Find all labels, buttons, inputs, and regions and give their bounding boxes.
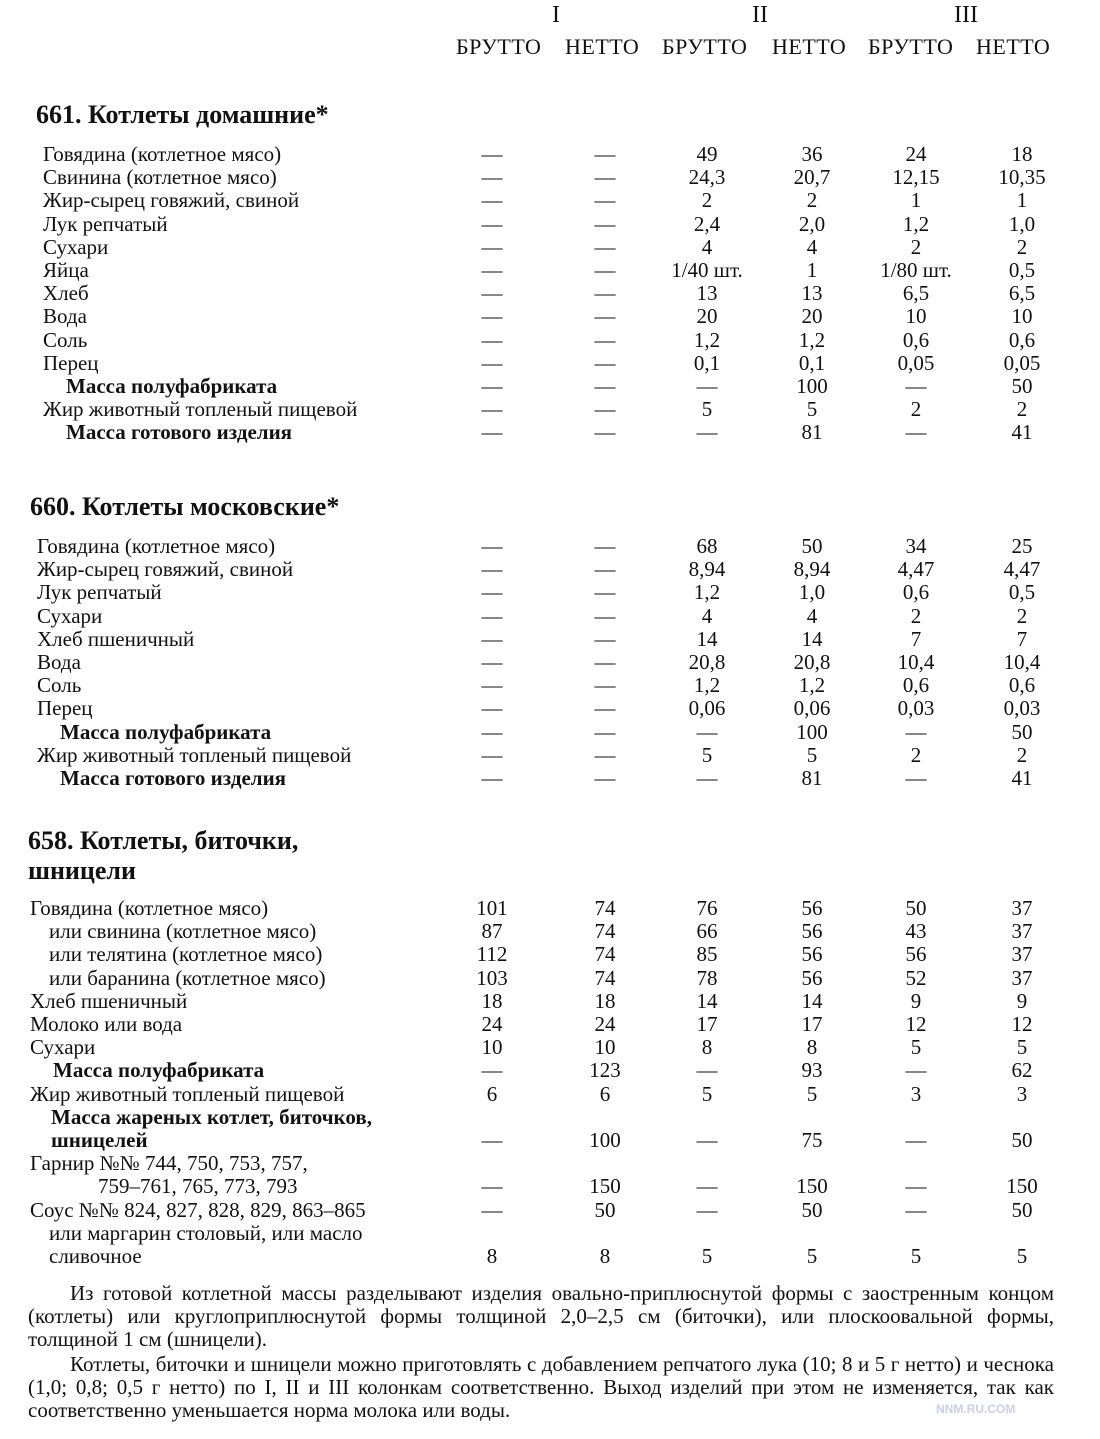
value-cell: 8 [806,1035,818,1060]
value-cell: 0,5 [1008,580,1036,605]
value-cell: 5 [806,1244,818,1268]
value-cell: 36 [801,142,823,166]
value-cell: 1,2 [798,327,826,352]
value-cell: 1,2 [798,673,826,698]
value-cell: — [481,580,503,605]
ingredient-label: сливочное [49,1244,142,1268]
value-cell: — [594,580,616,605]
value-cell: 50 [1011,374,1033,398]
value-cell: 34 [905,534,927,558]
value-cell: 41 [1011,766,1033,790]
ingredient-label: Лук репчатый [43,211,168,236]
value-cell: 74 [594,919,616,944]
column-header-brutto-2: БРУТТО [662,34,748,59]
value-cell: — [481,420,503,445]
value-cell: — [481,1058,503,1083]
value-cell: 85 [696,942,718,967]
value-cell: — [696,766,718,790]
value-cell: — [481,188,503,213]
value-cell: 78 [696,965,718,990]
value-cell: 2 [1016,397,1028,422]
value-cell: 10,4 [897,650,935,674]
value-cell: 7 [910,626,922,651]
value-cell: 0,5 [1008,258,1036,282]
value-cell: — [594,603,616,628]
column-header-netto-1: НЕТТО [565,34,640,59]
value-cell: 7 [1016,626,1028,651]
ingredient-label: Сухари [43,234,109,259]
value-cell: 5 [701,1244,713,1268]
value-cell: 13 [696,281,718,306]
value-cell: 3 [910,1081,922,1106]
value-cell: 37 [1011,896,1033,920]
value-cell: 74 [594,965,616,990]
value-cell: 12 [905,1012,927,1036]
ingredient-label: Говядина (котлетное мясо) [37,534,276,558]
value-cell: 8 [701,1035,713,1060]
value-cell: — [481,258,503,282]
value-cell: 5 [806,1081,818,1106]
value-cell: 50 [1011,719,1033,744]
value-cell: — [481,1174,503,1199]
value-cell: 0,6 [1008,673,1036,698]
value-cell: 17 [801,1012,823,1036]
ingredient-label: Яйца [43,258,89,282]
value-cell: — [481,211,503,236]
value-cell: 20,7 [793,165,831,190]
ingredient-label: Вода [37,650,81,674]
value-cell: — [481,650,503,674]
value-cell: — [481,397,503,422]
value-cell: 5 [701,1081,713,1106]
value-cell: 1,2 [693,580,721,605]
value-cell: 0,6 [902,327,930,352]
value-cell: 3 [1016,1081,1028,1106]
value-cell: — [696,374,718,398]
value-cell: — [696,420,718,445]
value-cell: — [594,626,616,651]
value-cell: — [905,1058,927,1083]
value-cell: — [481,557,503,582]
value-cell: 1,0 [798,580,826,605]
value-cell: 1 [910,188,922,213]
ingredient-label: Свинина (котлетное мясо) [43,165,277,190]
value-cell: — [481,374,503,398]
value-cell: — [696,1128,718,1152]
value-cell: 50 [1011,1197,1033,1222]
recipe-title: 660. Котлеты московские* [30,492,340,521]
value-cell: — [481,673,503,698]
value-cell: 2 [806,188,818,213]
ingredient-label: Хлеб [43,281,89,306]
value-cell: 4,47 [897,557,935,582]
value-cell: 10 [594,1035,616,1060]
value-cell: — [481,281,503,306]
value-cell: 0,6 [1008,327,1036,352]
value-cell: 100 [796,719,828,744]
value-cell: 10,35 [998,165,1046,190]
value-cell: 1,2 [693,327,721,352]
value-cell: 74 [594,942,616,967]
value-cell: — [481,234,503,259]
ingredient-label: Соль [43,327,88,352]
ingredient-label: Жир животный топленый пищевой [37,742,352,767]
value-cell: 10,4 [1003,650,1041,674]
value-cell: 20 [696,304,718,329]
value-cell: 13 [801,281,823,306]
value-cell: 81 [801,766,823,790]
value-cell: — [481,304,503,329]
recipe-title-line2: шницели [28,856,136,885]
value-cell: 4 [701,603,713,628]
value-cell: 100 [796,374,828,398]
value-cell: 0,1 [798,350,826,375]
value-cell: 100 [589,1128,621,1152]
value-cell: 2 [701,188,713,213]
value-cell: 37 [1011,965,1033,990]
value-cell: 17 [696,1012,718,1036]
value-cell: 8 [599,1244,611,1268]
value-cell: 68 [696,534,718,558]
watermark-logo: NNM.RU.COM [936,1402,1016,1416]
value-cell: — [905,374,927,398]
value-cell: 5 [701,742,713,767]
value-cell: 14 [696,988,718,1013]
value-cell: 2 [910,234,922,259]
recipe-title: 661. Котлеты домашние* [36,100,329,129]
value-cell: — [481,626,503,651]
value-cell: 81 [801,420,823,445]
value-cell: 6 [486,1081,498,1106]
value-cell: 2 [910,742,922,767]
value-cell: 5 [806,742,818,767]
value-cell: 75 [801,1128,823,1152]
value-cell: 24,3 [688,165,726,190]
value-cell: 0,05 [897,350,935,375]
value-cell: 41 [1011,420,1033,445]
value-cell: 0,06 [688,696,726,721]
value-cell: 1,2 [693,673,721,698]
value-cell: 8,94 [688,557,726,582]
value-cell: — [594,304,616,329]
ingredient-label: Масса готового изделия [60,766,287,790]
value-cell: 150 [796,1174,828,1199]
value-cell: 9 [910,988,922,1013]
ingredient-label: Молоко или вода [30,1012,183,1036]
ingredient-label: Говядина (котлетное мясо) [43,142,282,166]
value-cell: — [905,719,927,744]
value-cell: 2 [910,603,922,628]
value-cell: 10 [481,1035,503,1060]
method-paragraph-2: Котлеты, биточки и шницели можно приготовлять с добавлением репчатого лука (10; 8 и 5 г нетто) и чеснока (1,0; 0,8; 0,5 г нетто) по I, II и III колонкам соответственно. Выход изделий при этом не изменяется, так как соответственно уменьшается норма молока или воды. [28,1352,1054,1422]
ingredient-label: или телятина (котлетное мясо) [49,942,323,967]
value-cell: 24 [594,1012,616,1036]
value-cell: — [905,1197,927,1222]
ingredient-label: Перец [43,350,99,375]
value-cell: — [481,742,503,767]
value-cell: 52 [905,965,927,990]
value-cell: — [481,1197,503,1222]
value-cell: 43 [905,919,927,944]
value-cell: 18 [1011,142,1033,166]
value-cell: — [594,397,616,422]
value-cell: — [594,374,616,398]
value-cell: — [594,557,616,582]
value-cell: — [481,719,503,744]
ingredient-label: Масса жареных котлет, биточков, [51,1104,372,1129]
value-cell: 66 [696,919,718,944]
value-cell: 20,8 [793,650,831,674]
value-cell: 101 [476,896,508,920]
value-cell: — [594,719,616,744]
value-cell: — [594,534,616,558]
value-cell: 0,05 [1003,350,1041,375]
value-cell: — [594,650,616,674]
value-cell: 56 [801,965,823,990]
value-cell: 62 [1011,1058,1033,1083]
value-cell: 2,0 [798,211,826,236]
value-cell: — [696,1174,718,1199]
value-cell: 12 [1011,1012,1033,1036]
value-cell: 49 [696,142,718,166]
ingredient-label: Сухари [30,1035,96,1060]
value-cell: — [594,766,616,790]
value-cell: 18 [481,988,503,1013]
value-cell: — [594,258,616,282]
value-cell: — [696,1197,718,1222]
ingredient-label: Жир-сырец говяжий, свиной [37,557,294,582]
value-cell: 56 [801,896,823,920]
value-cell: — [481,142,503,166]
value-cell: — [481,165,503,190]
value-cell: — [481,766,503,790]
group-label-2: II [752,2,768,28]
value-cell: 18 [594,988,616,1013]
value-cell: 14 [801,626,823,651]
value-cell: 20 [801,304,823,329]
value-cell: 0,03 [897,696,935,721]
value-cell: — [594,673,616,698]
value-cell: 2 [910,397,922,422]
value-cell: — [594,420,616,445]
value-cell: 10 [905,304,927,329]
value-cell: — [905,420,927,445]
value-cell: 50 [594,1197,616,1222]
ingredient-label: 759–761, 765, 773, 793 [98,1174,298,1199]
value-cell: 8,94 [793,557,831,582]
group-label-1: I [552,2,560,28]
value-cell: 150 [1006,1174,1038,1199]
value-cell: 87 [481,919,503,944]
value-cell: — [594,696,616,721]
value-cell: 50 [801,1197,823,1222]
method-paragraph-1: Из готовой котлетной массы разделывают изделия овально-приплюснутой формы с заостренным концом (котлеты) или круглоприплюснутой формы толщиной 2,0–2,5 см (биточки), или плоскоовальной формы, толщиной 1 см (шницели). [28,1281,1054,1351]
ingredient-label: или свинина (котлетное мясо) [49,919,317,944]
value-cell: 0,03 [1003,696,1041,721]
value-cell: 150 [589,1174,621,1199]
value-cell: 14 [801,988,823,1013]
value-cell: 5 [806,397,818,422]
value-cell: 0,6 [902,580,930,605]
value-cell: — [481,1128,503,1152]
value-cell: — [594,234,616,259]
value-cell: — [905,766,927,790]
ingredient-label: Масса готового изделия [66,420,293,445]
value-cell: 1,2 [902,211,930,236]
value-cell: 6,5 [902,281,930,306]
ingredient-label: или баранина (котлетное мясо) [49,965,326,990]
value-cell: 4 [806,234,818,259]
value-cell: 1,0 [1008,211,1036,236]
value-cell: 37 [1011,919,1033,944]
value-cell: 93 [801,1058,823,1083]
value-cell: 50 [801,534,823,558]
ingredient-label: Жир животный топленый пищевой [30,1081,345,1106]
value-cell: 103 [476,965,508,990]
value-cell: 6,5 [1008,281,1036,306]
value-cell: — [594,350,616,375]
value-cell: — [696,719,718,744]
value-cell: 56 [801,919,823,944]
value-cell: — [696,1058,718,1083]
value-cell: 76 [696,896,718,920]
value-cell: 1/40 шт. [671,258,743,282]
value-cell: — [594,327,616,352]
value-cell: 5 [1016,1035,1028,1060]
ingredient-label: Гарнир №№ 744, 750, 753, 757, [30,1151,308,1176]
value-cell: 50 [1011,1128,1033,1152]
column-header-netto-3: НЕТТО [976,34,1051,59]
value-cell: 5 [701,397,713,422]
recipe-title: 658. Котлеты, биточки, [28,826,299,855]
value-cell: — [594,165,616,190]
value-cell: — [905,1128,927,1152]
value-cell: 0,6 [902,673,930,698]
value-cell: 4 [701,234,713,259]
value-cell: 112 [476,942,508,967]
value-cell: — [481,350,503,375]
ingredient-label: Сухари [37,603,103,628]
value-cell: — [594,188,616,213]
ingredient-label: Жир животный топленый пищевой [43,397,358,422]
ingredient-label: Перец [37,696,93,721]
value-cell: 2,4 [693,211,721,236]
value-cell: 0,1 [693,350,721,375]
value-cell: 4,47 [1003,557,1041,582]
value-cell: — [594,211,616,236]
value-cell: 2 [1016,603,1028,628]
ingredient-label: Лук репчатый [37,580,162,605]
column-header-netto-2: НЕТТО [772,34,847,59]
value-cell: — [481,327,503,352]
group-label-3: III [954,2,978,28]
ingredient-label: Хлеб пшеничный [37,626,195,651]
value-cell: 2 [1016,742,1028,767]
value-cell: 56 [905,942,927,967]
value-cell: 123 [589,1058,621,1083]
value-cell: — [594,281,616,306]
ingredient-label: или маргарин столовый, или масло [49,1220,363,1245]
value-cell: 74 [594,896,616,920]
value-cell: 8 [486,1244,498,1268]
value-cell: 10 [1011,304,1033,329]
value-cell: — [481,534,503,558]
value-cell: 5 [1016,1244,1028,1268]
column-header-brutto-3: БРУТТО [868,34,954,59]
value-cell: 5 [910,1035,922,1060]
value-cell: 6 [599,1081,611,1106]
value-cell: 2 [1016,234,1028,259]
column-header-brutto-1: БРУТТО [456,34,542,59]
ingredient-label: Жир-сырец говяжий, свиной [43,188,300,213]
value-cell: 4 [806,603,818,628]
value-cell: 1 [806,258,818,282]
value-cell: — [481,603,503,628]
value-cell: 1/80 шт. [880,258,952,282]
value-cell: 5 [910,1244,922,1268]
ingredient-label: Соус №№ 824, 827, 828, 829, 863–865 [30,1197,366,1222]
value-cell: — [594,742,616,767]
ingredient-label: Говядина (котлетное мясо) [30,896,269,920]
value-cell: 24 [905,142,927,166]
value-cell: — [481,696,503,721]
value-cell: 37 [1011,942,1033,967]
value-cell: 56 [801,942,823,967]
value-cell: 0,06 [793,696,831,721]
value-cell: — [594,142,616,166]
ingredient-label: Масса полуфабриката [53,1058,265,1083]
value-cell: 24 [481,1012,503,1036]
ingredient-label: Масса полуфабриката [66,374,278,398]
ingredient-label: Хлеб пшеничный [30,988,188,1013]
value-cell: 25 [1011,534,1033,558]
value-cell: 9 [1016,988,1028,1013]
value-cell: 12,15 [892,165,940,190]
value-cell: 1 [1016,188,1028,213]
ingredient-label: шницелей [51,1128,148,1152]
ingredient-label: Вода [43,304,87,329]
value-cell: 20,8 [688,650,726,674]
ingredient-label: Соль [37,673,82,698]
ingredient-label: Масса полуфабриката [60,719,272,744]
value-cell: 14 [696,626,718,651]
value-cell: — [905,1174,927,1199]
value-cell: 50 [905,896,927,920]
